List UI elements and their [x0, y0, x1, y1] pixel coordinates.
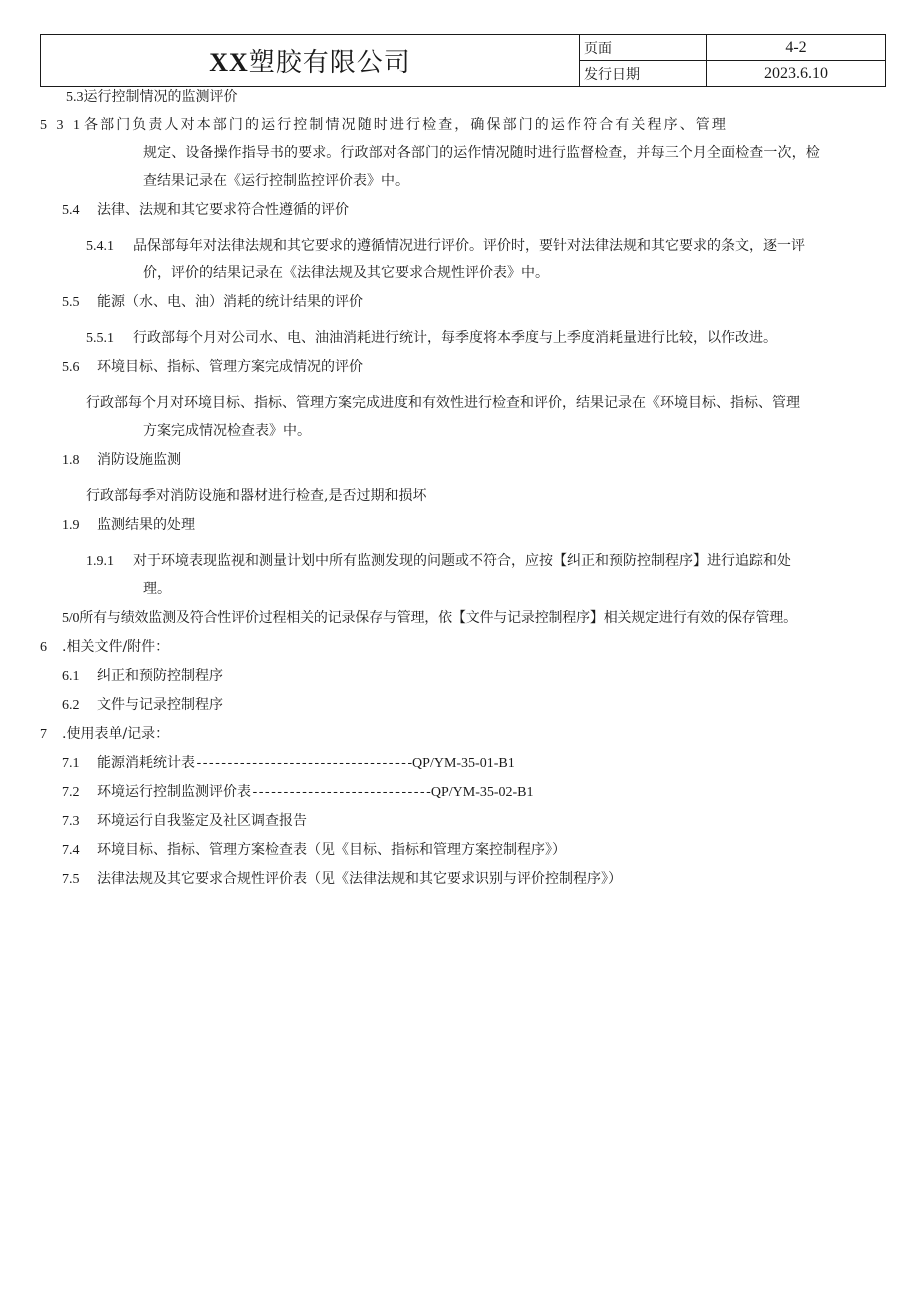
section-7-5	[62, 869, 622, 890]
page-value: 4-2	[707, 35, 886, 61]
section-6-heading	[40, 637, 169, 658]
s18-title: 消防设施监测	[97, 452, 181, 468]
section-5-5-1-line1	[86, 328, 777, 349]
company-name	[41, 35, 580, 87]
s531-num: 5 3 1	[40, 118, 83, 133]
s531-text1: 各部门负责人对本部门的运行控制情况随时进行检查，确保部门的运作符合有关程序、管理	[84, 117, 728, 133]
s7-items-1-dashes: -----------------------------	[251, 785, 431, 800]
section-7-3	[62, 811, 307, 832]
section-5-3-1-line1	[40, 115, 728, 136]
s7-items-2-text: 环境运行自我鉴定及社区调查报告	[97, 813, 307, 829]
section-1-9-1-line1	[86, 551, 791, 572]
s551-text1: 行政部每个月对公司水、电、油油消耗进行统计，每季度将本季度与上季度消耗量进行比较，以作改进。	[133, 330, 777, 346]
section-7-1	[62, 753, 515, 774]
s191-num: 1.9.1	[86, 554, 114, 569]
s6-items-1-num: 6.2	[62, 698, 80, 713]
section-5-4-1-line1	[86, 236, 805, 257]
s7-items-1-num: 7.2	[62, 785, 80, 800]
s50-text1: 所有与绩效监测及符合性评价过程相关的记录保存与管理，依【文件与记录控制程序】相关规定进行有效的保存管理。	[79, 610, 797, 626]
section-7-2	[62, 782, 534, 803]
s54-title: 法律、法规和其它要求符合性遵循的评价	[97, 202, 349, 218]
s7-items-0-dashes: -----------------------------------	[195, 756, 413, 771]
section-7-heading	[40, 724, 169, 745]
s6-items-0-num: 6.1	[62, 669, 80, 684]
date-label: 发行日期	[580, 61, 707, 87]
s54-num: 5.4	[62, 203, 80, 218]
section-5-3-1-line2: 规定、设备操作指导书的要求。行政部对各部门的运作情况随时进行监督检查，并每三个月全面检查一次，检	[143, 145, 820, 161]
section-5-6-heading	[62, 357, 363, 378]
s7-items-4-text: 法律法规及其它要求合规性评价表（见《法律法规和其它要求识别与评价控制程序》）	[97, 871, 622, 887]
section-5-3-1-line3: 查结果记录在《运行控制监控评价表》中。	[143, 173, 409, 189]
s7-items-1-text: 环境运行控制监测评价表	[97, 784, 251, 800]
s7-items-3-num: 7.4	[62, 843, 80, 858]
s7-items-4-num: 7.5	[62, 872, 80, 887]
s50-num: 5/0	[62, 611, 80, 626]
s19-num: 1.9	[62, 518, 80, 533]
s53-num: 5.3	[66, 90, 84, 105]
s7-items-3-text: 环境目标、指标、管理方案检查表（见《目标、指标和管理方案控制程序》）	[97, 842, 566, 858]
document-header	[40, 34, 886, 87]
section-1-9-heading	[62, 515, 195, 536]
s7-items-0-code: QP/YM-35-01-B1	[412, 756, 515, 771]
section-5-3-heading	[66, 87, 238, 108]
section-5-5-heading	[62, 292, 363, 313]
s551-num: 5.5.1	[86, 331, 114, 346]
s56-num: 5.6	[62, 360, 80, 375]
s541-num: 5.4.1	[86, 239, 114, 254]
company-name-text: 塑胶有限公司	[248, 48, 411, 78]
section-6-1	[62, 666, 223, 687]
s6-num: 6	[40, 640, 47, 655]
date-value: 2023.6.10	[707, 61, 886, 87]
section-5-4-1-line2: 价，评价的结果记录在《法律法规及其它要求合规性评价表》中。	[143, 265, 549, 281]
s6-items-1-text: 文件与记录控制程序	[97, 697, 223, 713]
company-prefix: XX	[209, 48, 249, 77]
s19-title: 监测结果的处理	[97, 517, 195, 533]
section-6-2	[62, 695, 223, 716]
s7-items-2-num: 7.3	[62, 814, 80, 829]
s7-title: .使用表单/记录：	[62, 726, 170, 742]
s55-title: 能源（水、电、油）消耗的统计结果的评价	[97, 294, 363, 310]
section-1-8-line1: 行政部每季对消防设施和器材进行检查,是否过期和损坏	[86, 488, 427, 504]
section-5-6-line1: 行政部每个月对环境目标、指标、管理方案完成进度和有效性进行检查和评价，结果记录在《环境目标、指标、管理	[86, 395, 800, 411]
s191-text1: 对于环境表现监视和测量计划中所有监测发现的问题或不符合，应按【纠正和预防控制程序】进行追踪和处	[133, 553, 791, 569]
s7-items-0-num: 7.1	[62, 756, 80, 771]
section-5-0-line1	[62, 608, 797, 629]
s7-num: 7	[40, 727, 47, 742]
s7-items-0-text: 能源消耗统计表	[97, 755, 195, 771]
section-5-4-heading	[62, 200, 349, 221]
s6-title: .相关文件/附件：	[62, 639, 170, 655]
s55-num: 5.5	[62, 295, 80, 310]
section-1-8-heading	[62, 450, 181, 471]
section-5-6-line2: 方案完成情况检查表》中。	[143, 423, 311, 439]
page-label: 页面	[580, 35, 707, 61]
s56-title: 环境目标、指标、管理方案完成情况的评价	[97, 359, 363, 375]
s541-text1: 品保部每年对法律法规和其它要求的遵循情况进行评价。评价时，要针对法律法规和其它要求的条文，逐一评	[133, 238, 805, 254]
section-1-9-1-line2: 理。	[143, 581, 171, 597]
s18-num: 1.8	[62, 453, 80, 468]
s6-items-0-text: 纠正和预防控制程序	[97, 668, 223, 684]
section-7-4	[62, 840, 566, 861]
s7-items-1-code: QP/YM-35-02-B1	[430, 785, 534, 800]
s53-title: 运行控制情况的监测评价	[83, 89, 238, 105]
